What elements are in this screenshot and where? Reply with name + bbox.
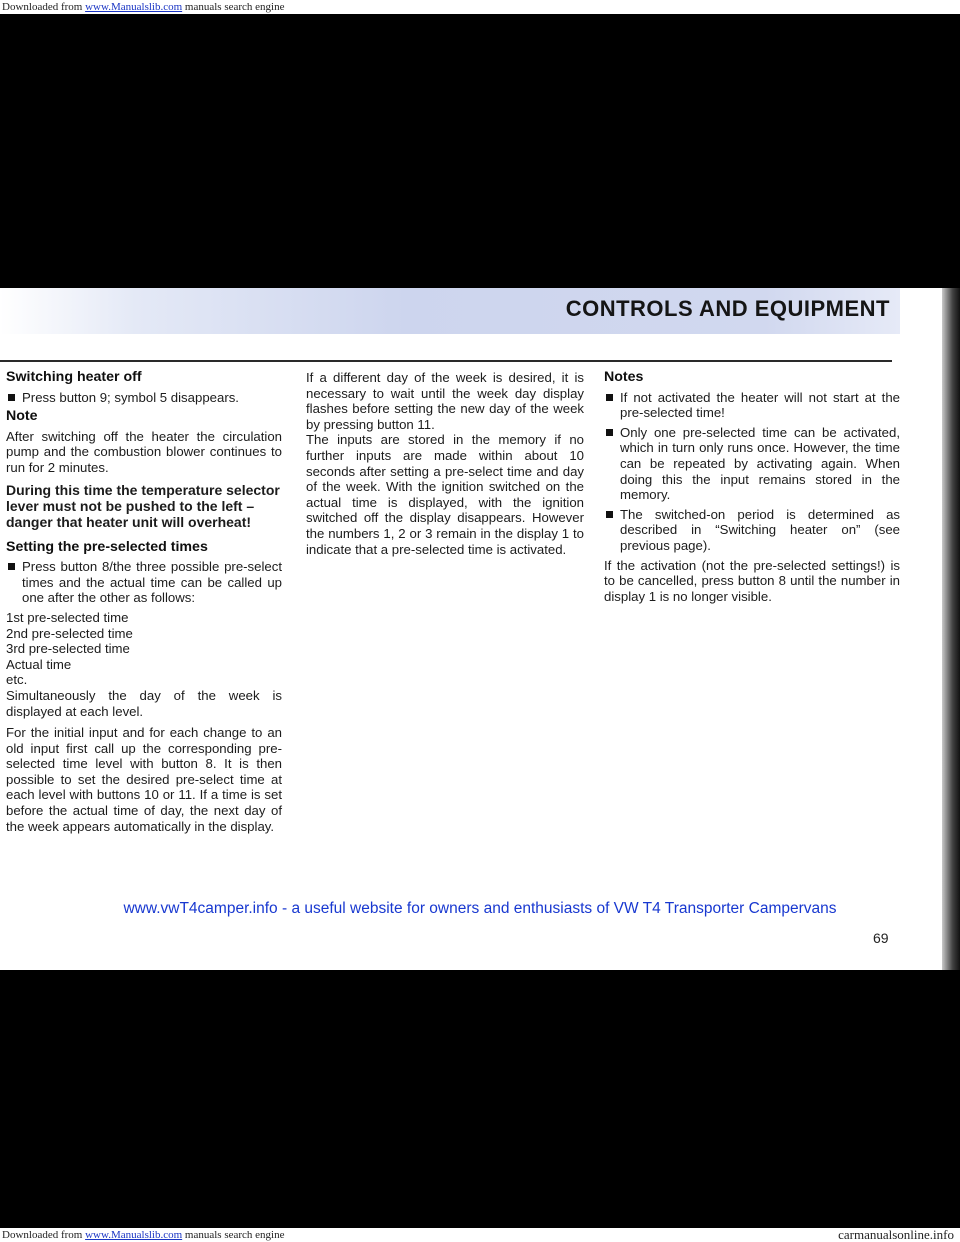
bullet-square-icon (606, 429, 613, 436)
manual-page (0, 288, 960, 970)
paragraph: Simultaneously the day of the week is displayed at each level. (6, 687, 282, 719)
heading-note: Note (6, 408, 38, 425)
paragraph: If a different day of the week is desired, it is necessary to wait until the week day display flashes before setting the new day of the week by pressing button 11. (306, 370, 584, 432)
page-number: 69 (873, 930, 889, 946)
warning-text: During this time the temperature selector lever must not be pushed to the left – danger that heater unit will overheat! (6, 481, 280, 530)
column-right (604, 370, 900, 610)
bullet-item: Press button 8/the three possible pre-select times and the actual time can be called up one after the other as follows: (6, 559, 282, 606)
bottom-scan-border (0, 970, 960, 1242)
bullet-square-icon (606, 511, 613, 518)
bullet-square-icon (606, 394, 613, 401)
list-item: 3rd pre-selected time (6, 641, 130, 657)
section-title: CONTROLS AND EQUIPMENT (565, 296, 890, 321)
website-footer-link[interactable]: www.vwT4camper.info - a useful website for owners and enthusiasts of VW T4 Transporter Campervans (123, 900, 837, 917)
bullet-square-icon (8, 394, 15, 401)
watermark-top: Downloaded from www.Manualslib.com manuals search engine (0, 0, 960, 14)
list-item: 1st pre-selected time (6, 609, 129, 625)
header-rule (0, 360, 892, 362)
carmanualsonline-watermark: carmanualsonline.info (838, 1227, 954, 1242)
bullet-item: If not activated the heater will not start at the pre-selected time! (604, 390, 900, 421)
bullet-square-icon (8, 563, 15, 570)
bullet-item: Only one pre-selected time can be activated, which in turn only runs once. However, the time can be repeated by activating again. When doing this the input remains stored in the memory. (604, 425, 900, 503)
list-item: etc. (6, 672, 28, 688)
heading-switching-heater-off: Switching heater off (6, 369, 142, 385)
page-edge-shadow (942, 288, 960, 970)
paragraph: For the initial input and for each change to an old input first call up the corresponding pre-selected time level with button 8. It is then possible to set the desired pre-select time at each level with buttons 10 or 11. If a time is set before the actual time of day, the next day of the week appears automatically in the display. (6, 725, 282, 834)
heading-notes: Notes (604, 369, 644, 385)
column-middle (306, 370, 584, 563)
bullet-item: Press button 9; symbol 5 disappears. (6, 390, 282, 406)
manualslib-link[interactable]: www.Manualslib.com (85, 1229, 183, 1241)
list-item: 2nd pre-selected time (6, 625, 133, 641)
heading-setting-preselected-times: Setting the pre-selected times (6, 538, 208, 555)
watermark-bottom: Downloaded from www.Manualslib.com manuals search engine (0, 1228, 960, 1242)
note-text: After switching off the heater the circulation pump and the combustion blower continues to run for 2 minutes. (6, 428, 282, 475)
top-scan-border (0, 0, 960, 288)
manualslib-link[interactable]: www.Manualslib.com (85, 1, 183, 13)
bullet-item: The switched-on period is determined as described in “Switching heater on” (see previous page). (604, 507, 900, 554)
paragraph: The inputs are stored in the memory if no further inputs are made within about 10 seconds after setting a pre-select time and day of the week. With the ignition switched on the actual time is displayed, with the ignition switched off the display disappears. However the numbers 1, 2 or 3 remain in the display 1 to indicate that a pre-selected time is activated. (306, 432, 584, 557)
column-left (6, 370, 282, 840)
list-item: Actual time (6, 656, 72, 672)
paragraph: If the activation (not the pre-selected settings!) is to be cancelled, press button 8 until the number in display 1 is no longer visible. (604, 557, 900, 604)
